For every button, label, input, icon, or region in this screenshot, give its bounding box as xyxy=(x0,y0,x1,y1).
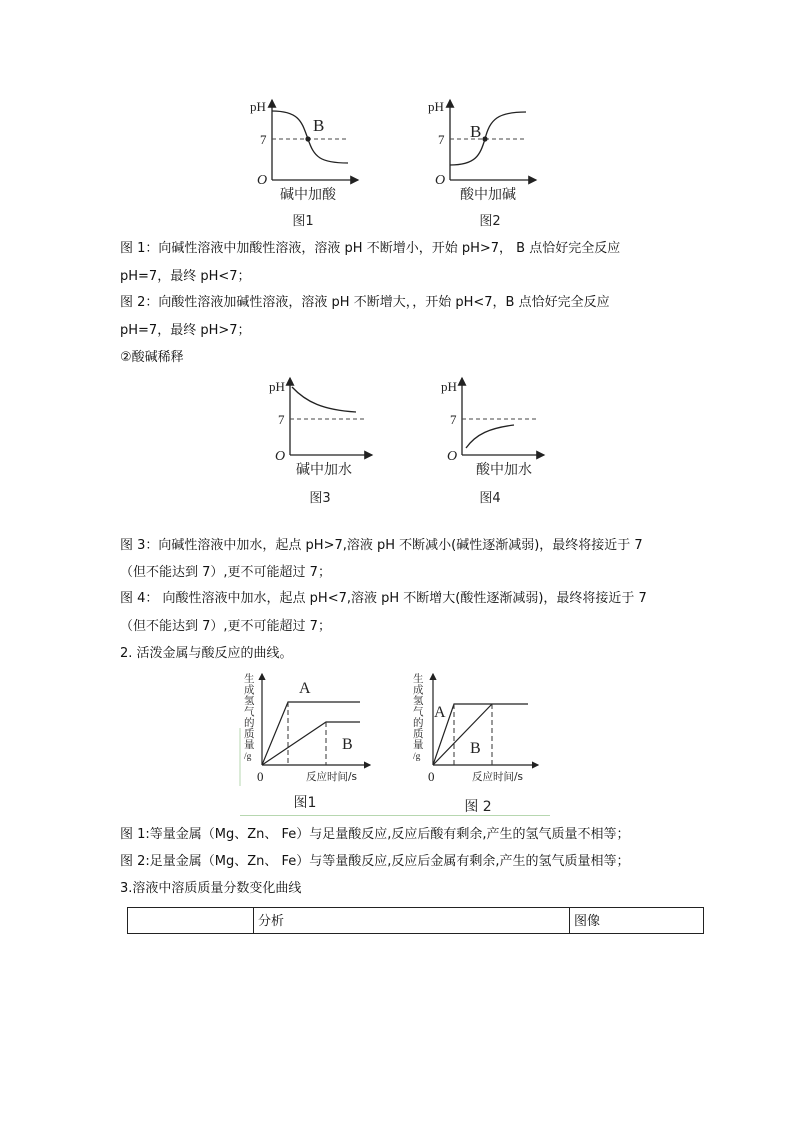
figure-5-caption: 图1 xyxy=(293,795,317,811)
y-label: pH xyxy=(441,379,457,394)
point-b-label: B xyxy=(313,116,325,135)
fig3-description-line1: 图 3：向碱性溶液中加水，起点 pH>7,溶液 pH 不断减小(碱性逐渐减弱)，最终将接近于 7 xyxy=(120,538,643,553)
figure-4-caption: 图4 xyxy=(479,491,501,506)
tick-7: 7 xyxy=(450,412,457,427)
y-label-char-0: 生 xyxy=(244,674,255,685)
figure-1-caption: 图1 xyxy=(292,214,314,229)
metal-fig2-description: 图 2:足量金属（Mg、Zn、 Fe）与等量酸反应,反应后金属有剩余,产生的氢气质量相等； xyxy=(120,854,630,869)
y-label-char-3: 气 xyxy=(244,707,255,718)
origin-label: O xyxy=(435,173,446,188)
fig3-description-line2: （但不能达到 7）,更不可能超过 7； xyxy=(120,565,331,580)
figure-2-caption: 图2 xyxy=(479,214,501,229)
tick-7: 7 xyxy=(438,132,445,147)
table-header-cell-graph: 图像 xyxy=(574,914,601,929)
figure-2-acid-plus-base xyxy=(428,95,538,207)
y-label-char-1: 成 xyxy=(244,685,255,696)
line-b-label: B xyxy=(342,736,353,753)
x-label: 反应时间/s xyxy=(306,771,358,783)
figure-6-caption: 图 2 xyxy=(464,799,492,815)
section-heading-metal-acid: 2. 活泼金属与酸反应的曲线。 xyxy=(120,646,293,661)
x-label: 酸中加碱 xyxy=(460,187,516,203)
origin-label: O xyxy=(275,449,286,464)
origin-label: 0 xyxy=(257,769,264,784)
fig2-description-line2: pH=7，最终 pH>7； xyxy=(120,323,251,338)
y-label-char-6: 量 xyxy=(413,740,424,751)
section-heading-dilution: ②酸碱稀释 xyxy=(120,350,184,365)
figure-4-acid-plus-water xyxy=(440,372,550,484)
origin-label: O xyxy=(447,449,458,464)
y-label-char-4: 的 xyxy=(413,718,424,729)
tick-7: 7 xyxy=(278,412,285,427)
figure-1-base-plus-acid xyxy=(250,95,360,207)
y-label-char-2: 氢 xyxy=(244,696,255,707)
fig1-description-line2: pH=7，最终 pH<7； xyxy=(120,269,251,284)
figure-3-base-plus-water xyxy=(268,372,378,484)
point-b-label: B xyxy=(470,122,482,141)
x-label: 反应时间/s xyxy=(472,771,524,783)
y-label-char-7: /g xyxy=(244,752,252,762)
y-label-char-3: 气 xyxy=(413,707,424,718)
point-b-marker xyxy=(482,136,487,141)
x-label: 碱中加酸 xyxy=(280,187,336,203)
x-label: 酸中加水 xyxy=(476,462,532,478)
origin-label: O xyxy=(257,173,268,188)
y-label: pH xyxy=(250,99,266,114)
figure-6-excess-metal-equal-acid xyxy=(408,668,543,788)
figure-5-bottom-border xyxy=(240,815,550,816)
solute-fraction-table xyxy=(127,907,704,934)
fig2-description-line1: 图 2：向酸性溶液加碱性溶液，溶液 pH 不断增大，，开始 pH<7，B 点恰好完全反应 xyxy=(120,295,610,310)
fig1-description-line1: 图 1：向碱性溶液中加酸性溶液，溶液 pH 不断增小，开始 pH>7， B 点恰好完全反应 xyxy=(120,241,621,256)
fig4-description-line2: （但不能达到 7）,更不可能超过 7； xyxy=(120,619,331,634)
figure-5-equal-metal-excess-acid xyxy=(238,668,373,788)
fig4-description-line1: 图 4： 向酸性溶液中加水，起点 pH<7,溶液 pH 不断增大(酸性逐渐减弱)，最终将接近于 7 xyxy=(120,591,647,606)
ph-curve xyxy=(272,111,348,163)
y-label-char-6: 量 xyxy=(244,740,255,751)
tick-7: 7 xyxy=(260,132,267,147)
table-header-cell-0 xyxy=(128,908,254,933)
y-label-char-1: 成 xyxy=(413,685,424,696)
y-label-char-5: 质 xyxy=(244,729,255,740)
y-label-char-5: 质 xyxy=(413,729,424,740)
x-label: 碱中加水 xyxy=(296,462,352,478)
y-label-char-4: 的 xyxy=(244,718,255,729)
line-a-label: A xyxy=(299,680,311,697)
y-label-char-2: 氢 xyxy=(413,696,424,707)
y-label-char-0: 生 xyxy=(413,674,424,685)
ph-curve xyxy=(466,425,514,448)
line-a-label: A xyxy=(434,704,446,721)
origin-label: 0 xyxy=(428,769,435,784)
line-b-label: B xyxy=(470,740,481,757)
table-header-cell-analysis: 分析 xyxy=(254,908,570,933)
y-label: pH xyxy=(269,379,285,394)
y-label-char-7: /g xyxy=(413,752,421,762)
section-heading-solute-fraction: 3.溶液中溶质质量分数变化曲线 xyxy=(120,881,302,896)
y-label: pH xyxy=(428,99,444,114)
point-b-marker xyxy=(305,136,310,141)
figure-3-caption: 图3 xyxy=(309,491,331,506)
metal-fig1-description: 图 1:等量金属（Mg、Zn、 Fe）与足量酸反应,反应后酸有剩余,产生的氢气质量不相等； xyxy=(120,827,630,842)
ph-curve xyxy=(292,387,356,412)
